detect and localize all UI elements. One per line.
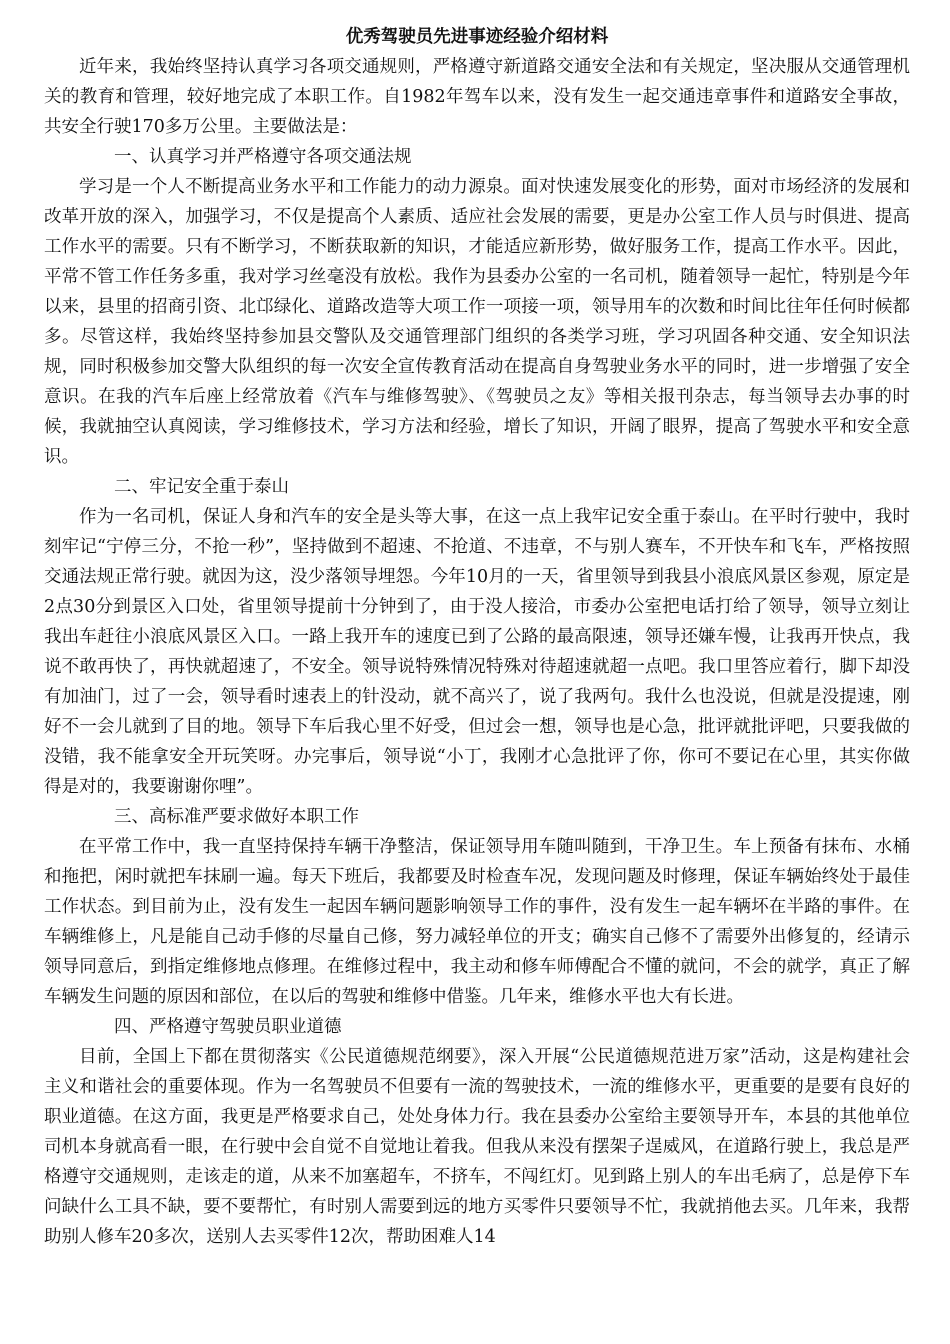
- document-title: 优秀驾驶员先进事迹经验介绍材料: [345, 27, 609, 47]
- section-paragraph-1: 学习是一个人不断提高业务水平和工作能力的动力源泉。面对快速发展变化的形势，面对市场经济的发展和改革开放的深入，加强学习，不仅是提高个人素质、适应社会发展的需要，更是办公室工作人员与时俱进、提高工作水平的需要。只有不断学习，不断获取新的知识，才能适应新形势，做好服务工作，提高工作水平。因此，平常不管工作任务多重，我对学习丝毫没有放松。我作为县委办公室的一名司机，随着领导一起忙，特别是今年以来，县里的招商引资、北邙绿化、道路改造等大项工作一项接一项，领导用车的次数和时间比往年任何时候都多。尽管这样，我始终坚持参加县交警队及交通管理部门组织的各类学习班，学习巩固各种交通、安全知识法规，同时积极参加交警大队组织的每一次安全宣传教育活动在提高自身驾驶业务水平的同时，进一步增强了安全意识。在我的汽车后座上经常放着《汽车与维修驾驶》、《驾驶员之友》等相关报刊杂志，每当领导去办事的时候，我就抽空认真阅读，学习维修技术，学习方法和经验，增长了知识，开阔了眼界，提高了驾驶水平和安全意识。: [44, 177, 910, 467]
- intro-paragraph: 近年来，我始终坚持认真学习各项交通规则，严格遵守新道路交通安全法和有关规定，坚决服从交通管理机关的教育和管理，较好地完成了本职工作。自1982年驾车以来，没有发生一起交通违章事件和道路安全事故，共安全行驶170多万公里。主要做法是：: [44, 57, 910, 137]
- section-paragraph-4: 目前，全国上下都在贯彻落实《公民道德规范纲要》，深入开展“公民道德规范进万家”活动，这是构建社会主义和谐社会的重要体现。作为一名驾驶员不但要有一流的驾驶技术，一流的维修水平，更重要的是要有良好的职业道德。在这方面，我更是严格要求自己，处处身体力行。我在县委办公室给主要领导开车，本县的其他单位司机本身就高看一眼，在行驶中会自觉不自觉地让着我。但我从来没有摆架子逞威风，在道路行驶上，我总是严格遵守交通规则，走该走的道，从来不加塞超车，不挤车，不闯红灯。见到路上别人的车出毛病了，总是停下车问缺什么工具不缺，要不要帮忙，有时别人需要到远的地方买零件只要领导不忙，我就捎他去买。几年来，我帮助别人修车20多次，送别人去买零件12次，帮助困难人14: [44, 1047, 910, 1247]
- section-paragraph-3: 在平常工作中，我一直坚持保持车辆干净整洁，保证领导用车随叫随到，干净卫生。车上预备有抹布、水桶和拖把，闲时就把车抹刷一遍。每天下班后，我都要及时检查车况，发现问题及时修理，保证车辆始终处于最佳工作状态。到目前为止，没有发生一起因车辆问题影响领导工作的事件，没有发生一起车辆坏在半路的事件。在车辆维修上，凡是能自己动手修的尽量自己修，努力减轻单位的开支；确实自己修不了需要外出修复的，经请示领导同意后，到指定维修地点修理。在维修过程中，我主动和修车师傅配合不懂的就问，不会的就学，真正了解车辆发生问题的原因和部位，在以后的驾驶和维修中借鉴。几年来，维修水平也大有长进。: [44, 837, 910, 1007]
- document-page: [44, 20, 910, 1252]
- section-heading-2: 二、牢记安全重于泰山: [114, 477, 289, 497]
- section-heading-3: 三、高标准严要求做好本职工作: [114, 807, 359, 827]
- section-heading-1: 一、认真学习并严格遵守各项交通法规: [114, 147, 412, 167]
- section-heading-4: 四、严格遵守驾驶员职业道德: [114, 1017, 342, 1037]
- section-paragraph-2: 作为一名司机，保证人身和汽车的安全是头等大事，在这一点上我牢记安全重于泰山。在平时行驶中，我时刻牢记“宁停三分，不抢一秒”，坚持做到不超速、不抢道、不违章，不与别人赛车，不开快车和飞车，严格按照交通法规正常行驶。就因为这，没少落领导埋怨。今年10月的一天，省里领导到我县小浪底风景区参观，原定是2点30分到景区入口处，省里领导提前十分钟到了，由于没人接洽，市委办公室把电话打给了领导，领导立刻让我出车赶往小浪底风景区入口。一路上我开车的速度已到了公路的最高限速，领导还嫌车慢，让我再开快点，我说不敢再快了，再快就超速了，不安全。领导说特殊情况特殊对待超速就超一点吧。我口里答应着行，脚下却没有加油门，过了一会，领导看时速表上的针没动，就不高兴了，说了我两句。我什么也没说，但就是没提速，刚好不一会儿就到了目的地。领导下车后我心里不好受，但过会一想，领导也是心急，批评就批评吧，只要我做的没错，我不能拿安全开玩笑呀。办完事后，领导说“小丁，我刚才心急批评了你，你可不要记在心里，其实你做得是对的，我要谢谢你哩”。: [44, 507, 910, 797]
